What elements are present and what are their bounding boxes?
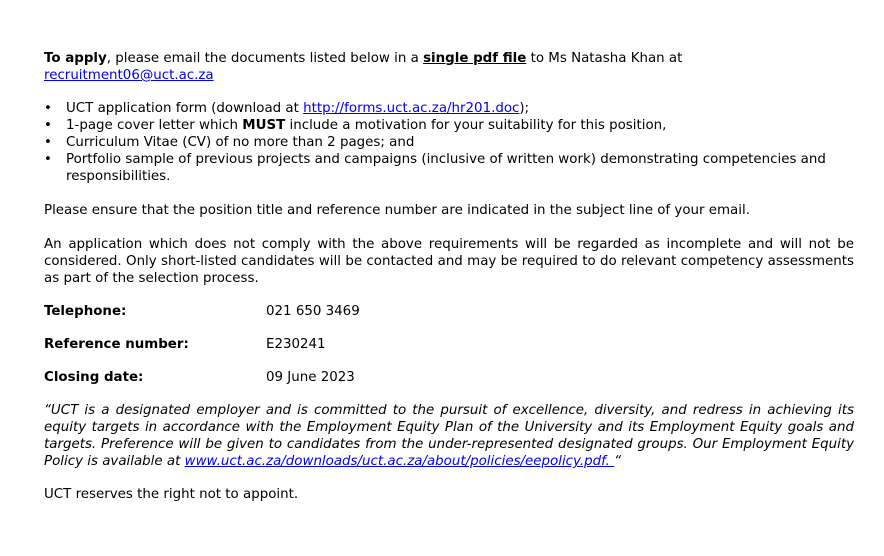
- telephone-label: Telephone:: [44, 304, 127, 319]
- item-text: UCT application form (download at: [66, 101, 304, 116]
- reference-label: Reference number:: [44, 337, 189, 352]
- telephone-value: 021 650 3469: [266, 304, 360, 319]
- item-text: );: [519, 101, 530, 116]
- bullet-icon: •: [44, 118, 52, 133]
- telephone-row: [44, 303, 854, 320]
- recruitment-email-link[interactable]: recruitment06@uct.ac.za: [44, 68, 214, 83]
- apply-text-2: to Ms Natasha Khan at: [526, 51, 683, 66]
- compliance-notice: An application which does not comply with the above requirements will be regarded as incomplete and will not be considered. Only short-listed candidates will be contacted and may be required to do relevant competency assessments as part of the selection process.: [44, 237, 854, 286]
- item-text: Curriculum Vitae (CV) of no more than 2 pages; and: [66, 135, 415, 150]
- bullet-icon: •: [44, 101, 52, 116]
- list-item: [44, 134, 854, 151]
- equity-text: “UCT is a designated employer and is committed to the pursuit of excellence, diversity, and redress in achieving its equity targets in accordance with the Employment Equity Plan of the University and its Employment Equity goals and targets. Preference will be given to candidates from the under-represented designated groups. Our Employment Equity Policy is available at: [44, 403, 854, 469]
- item-text: 1-page cover letter which: [66, 118, 243, 133]
- closing-date-value: 09 June 2023: [266, 370, 355, 385]
- single-pdf-emphasis: single pdf file: [423, 51, 527, 66]
- item-text: include a motivation for your suitability for this position,: [285, 118, 667, 133]
- closing-date-row: [44, 369, 854, 386]
- equity-close-quote: “: [614, 454, 622, 469]
- apply-instructions: [44, 50, 854, 84]
- reference-row: [44, 336, 854, 353]
- equity-statement: [44, 402, 854, 470]
- item-emphasis: MUST: [242, 118, 286, 133]
- bullet-icon: •: [44, 152, 52, 167]
- final-statement: UCT reserves the right not to appoint.: [44, 487, 299, 502]
- item-text: Portfolio sample of previous projects and campaigns (inclusive of written work) demonstrating competencies and responsibilities.: [66, 152, 826, 184]
- bullet-icon: •: [44, 135, 52, 150]
- job-application-document: [44, 50, 854, 503]
- subject-line-notice: Please ensure that the position title and reference number are indicated in the subject line of your email.: [44, 203, 750, 218]
- reference-value: E230241: [266, 337, 326, 352]
- apply-text-1: , please email the documents listed below in a: [106, 51, 424, 66]
- list-item: [44, 117, 854, 134]
- list-item: [44, 100, 854, 117]
- application-form-link[interactable]: http://forms.uct.ac.za/hr201.doc: [303, 101, 520, 116]
- required-documents-list: [44, 100, 854, 185]
- closing-date-label: Closing date:: [44, 370, 144, 385]
- list-item: [44, 151, 854, 185]
- apply-lead: To apply: [44, 51, 107, 66]
- eepolicy-link[interactable]: www.uct.ac.za/downloads/uct.ac.za/about/policies/eepolicy.pdf.: [184, 454, 615, 469]
